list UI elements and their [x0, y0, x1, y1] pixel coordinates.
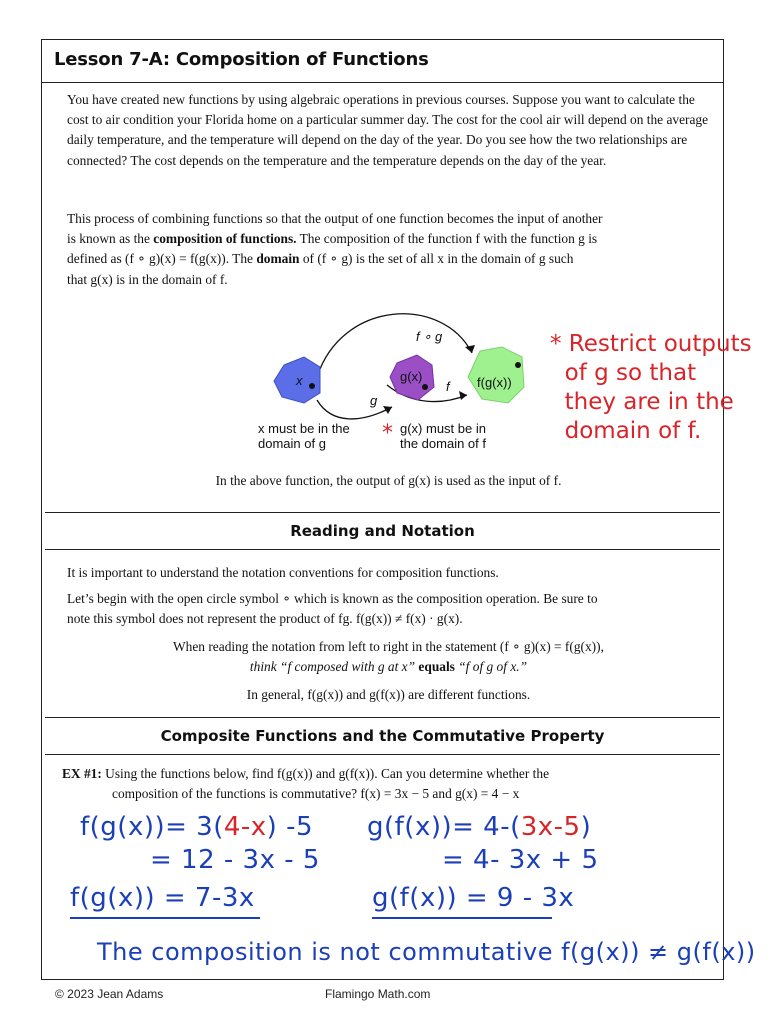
lesson-frame: [41, 39, 756, 980]
example-label: EX #1:: [62, 766, 102, 781]
caption-left-1: x must be in the: [258, 421, 350, 436]
definition-line1: This process of combining functions so that the output of one function becomes the input of another: [67, 211, 603, 226]
notation-p3-fofg: “f of g of x.”: [454, 659, 528, 675]
work-left-underline: [70, 917, 260, 919]
example-prompt: [62, 764, 705, 804]
work-left-result: f(g(x)) = 7-3x: [70, 883, 255, 913]
definition-line3-post: of (f ∘ g) is the set of all x in the domain of g such: [299, 251, 574, 267]
notation-p2-line2: note this symbol does not represent the product of fg. f(g(x)) ≠ f(x) · g(x).: [67, 611, 463, 627]
handwritten-annotation: * Restrict outputs of g so that they are in the domain of f.: [550, 331, 752, 444]
work-right-line1: [367, 812, 591, 842]
definition-term: composition of functions.: [153, 231, 297, 247]
diagram-g-label: g: [370, 393, 378, 408]
notation-p2: [67, 589, 710, 629]
caption-right-2: the domain of f: [400, 436, 486, 451]
work-right-line1-red: 3x-5: [520, 812, 581, 842]
section-reading-notation: Reading and Notation: [45, 512, 720, 550]
diagram-gx-label: g(x): [400, 369, 423, 384]
definition-line2-post: The composition of the function f with the function g is: [296, 231, 598, 247]
work-conclusion: The composition is not commutative f(g(x)) ≠ g(f(x)): [97, 938, 756, 966]
page-title: Lesson 7-A: Composition of Functions: [54, 49, 429, 70]
diagram-fgx-label: f(g(x)): [477, 375, 512, 390]
title-bar: [42, 40, 723, 83]
example-line1: Using the functions below, find f(g(x)) and g(f(x)). Can you determine whether the: [101, 766, 550, 781]
diagram-x-label: x: [296, 373, 303, 388]
notation-p3-line1: When reading the notation from left to right in the statement (f ∘ g)(x) = f(g(x)),: [173, 639, 604, 654]
diagram-note: In the above function, the output of g(x) is used as the input of f.: [215, 473, 562, 488]
work-left-line1-pre: f(g(x))= 3(: [80, 812, 224, 842]
work-left-line1-post: ) -5: [266, 812, 314, 842]
notation-p1: It is important to understand the notation conventions for composition functions.: [67, 565, 499, 580]
work-right-line2: = 4- 3x + 5: [442, 845, 599, 875]
work-right-result: g(f(x)) = 9 - 3x: [372, 883, 575, 913]
composition-diagram: [232, 305, 532, 460]
notation-p3-think: think “f composed with g at x”: [249, 659, 419, 675]
notation-p4: In general, f(g(x)) and g(f(x)) are different functions.: [246, 687, 531, 702]
definition-line3-pre: defined as (f ∘ g)(x) = f(g(x)). The: [67, 251, 257, 267]
domain-term: domain: [256, 251, 300, 267]
footer-copyright: © 2023 Jean Adams: [55, 987, 164, 1001]
notation-p3-equals: equals: [418, 659, 455, 675]
work-right-line1-post: ): [580, 812, 592, 842]
caption-right-1: g(x) must be in: [400, 421, 486, 436]
definition-line2-pre: is known as the: [67, 231, 154, 247]
work-left-line2: = 12 - 3x - 5: [150, 845, 320, 875]
notation-p2-line1: Let’s begin with the open circle symbol ∘ which is known as the composition operation. Be sure to: [67, 591, 598, 606]
example-line2: composition of the functions is commutative? f(x) = 3x − 5 and g(x) = 4 − x: [112, 786, 520, 802]
caption-left-2: domain of g: [258, 436, 326, 451]
work-left-line1-red: 4-x: [223, 812, 267, 842]
definition-paragraph: [67, 209, 710, 290]
section-commutative: Composite Functions and the Commutative Property: [45, 717, 720, 755]
work-right-line1-pre: g(f(x))= 4-(: [367, 812, 521, 842]
definition-line4: that g(x) is in the domain of f.: [67, 271, 228, 287]
work-left-line1: [80, 812, 313, 842]
notation-p3: [67, 637, 710, 677]
footer-site: Flamingo Math.com: [325, 987, 431, 1001]
asterisk-mark-icon: *: [382, 421, 393, 446]
diagram-f-label: f: [446, 379, 450, 394]
intro-paragraph: You have created new functions by using algebraic operations in previous courses. Suppose you want to calculate the cost to air condition your Florida home on a particular summer day. The cost for the cool air will depend on the average daily temperature, and the temperature will depend on the day of the year. Do you see how the two relationships are connected? The cost depends on the temperature and the temperature depends on the day of the year.: [67, 92, 709, 168]
diagram-composite-label: f ∘ g: [416, 329, 443, 344]
work-right-underline: [372, 917, 552, 919]
